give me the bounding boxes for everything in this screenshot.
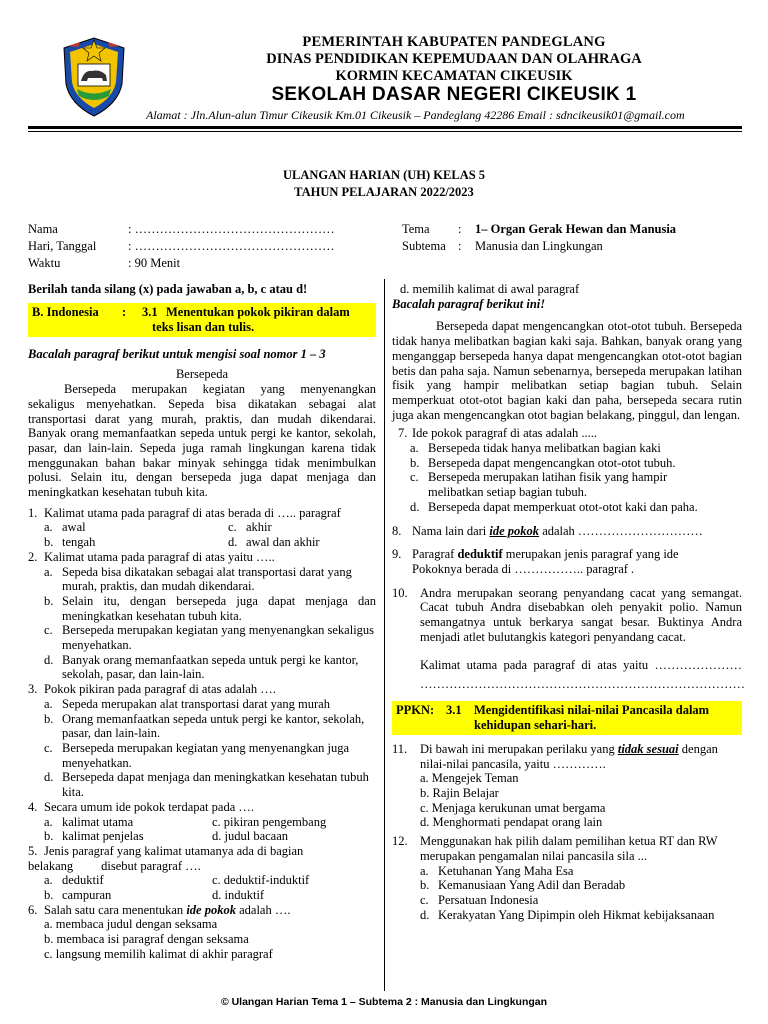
bindo-competency-box	[28, 303, 376, 337]
q6-text-pre: Salah satu cara menentukan	[44, 902, 184, 917]
q5-text-line2b: disebut paragraf ….	[101, 858, 201, 873]
q9-text-pre: Paragraf	[412, 547, 455, 562]
q6-option-a[interactable]: a. membaca judul dengan seksama	[44, 917, 218, 932]
ppkn-desc-line2: kehidupan sehari-hari.	[474, 717, 597, 732]
q4-text: Secara umum ide pokok terdapat pada ….	[44, 799, 254, 814]
q12-b-letter: b.	[420, 878, 430, 893]
q1-b-text: tengah	[62, 535, 96, 550]
q10-passage: Andra merupakan seorang penyandang cacat yang semangat. Cacat tubuh Andra disebabkan oleh penyakit polio. Namun semangatnya untuk berkarya sangat besar. Buktinya Andra menjadi atlet bulutangkis kategori penyandang cacat.	[420, 585, 742, 644]
q8-number: 8.	[392, 523, 402, 538]
q1-c-text: akhir	[246, 520, 272, 535]
q9-number: 9.	[392, 547, 402, 562]
q10-answer-line[interactable]: ……………………………………………………………………	[420, 677, 745, 692]
q3-option-b[interactable]	[44, 712, 376, 741]
question-12	[392, 834, 742, 922]
q1-option-c[interactable]	[228, 520, 376, 535]
q3-option-a[interactable]	[44, 697, 376, 712]
q6-text-emphasis: ide pokok	[186, 902, 236, 917]
q12-c-letter: c.	[420, 892, 429, 907]
q8-text-emphasis: ide pokok	[489, 523, 540, 538]
q7-c-letter: c.	[410, 470, 419, 485]
subtheme-label: Subtema	[402, 239, 446, 253]
q7-option-c[interactable]	[410, 470, 742, 499]
q11-option-d[interactable]: d. Menghormati pendapat orang lain	[420, 815, 603, 830]
question-7	[392, 426, 742, 514]
header-line-kormin: KORMIN KECAMATAN CIKEUSIK	[335, 68, 573, 84]
name-field[interactable]: : …………………………………………	[128, 222, 335, 236]
q7-c-text: Bersepeda merupakan latihan fisik yang hampir melibatkan setiap bagian tubuh.	[428, 470, 668, 500]
q3-d-letter: d.	[44, 770, 54, 785]
header-rule-thick	[28, 126, 742, 129]
bindo-colon: :	[122, 304, 127, 319]
q11-text-post: dengan nilai-nilai pancasila, yaitu ………….	[420, 741, 718, 771]
q5-number: 5.	[28, 843, 38, 858]
q3-a-text: Sepeda merupakan alat transportasi darat yang murah	[62, 696, 330, 711]
ppkn-colon: :	[430, 702, 435, 717]
ppkn-subject: PPKN	[396, 702, 431, 717]
q2-c-text: Bersepeda merupakan kegiatan yang menyenangkan sekaligus menyehatkan.	[62, 623, 375, 653]
q12-a-letter: a.	[420, 863, 429, 878]
q6-text-post: adalah ….	[239, 902, 291, 917]
q7-option-a[interactable]	[410, 441, 742, 456]
q4-b-letter: b.	[44, 829, 54, 844]
q3-b-text: Orang memanfaatkan sepeda untuk pergi ke kantor, sekolah, pasar, dan lain-lain.	[62, 711, 365, 741]
q10-number: 10.	[392, 585, 408, 600]
q2-b-text: Selain itu, dengan bersepeda juga dapat menjaga dan meningkatkan kesehatan tubuh kita.	[62, 593, 376, 623]
q4-option-d[interactable]: d. judul bacaan	[212, 829, 289, 844]
time-value: : 90 Menit	[128, 256, 181, 270]
question-1	[28, 506, 376, 550]
q5-option-d[interactable]: d. induktif	[212, 888, 265, 903]
q9-text-emphasis: deduktif	[457, 547, 503, 562]
q10-question: Kalimat utama pada paragraf di atas yaitu …………………	[420, 658, 742, 673]
q2-option-b[interactable]	[44, 594, 376, 623]
read-instruction-2: Bacalah paragraf berikut ini!	[392, 296, 546, 311]
left-column	[28, 282, 376, 962]
q4-option-c[interactable]: c. pikiran pengembang	[212, 814, 327, 829]
q12-d-letter: d.	[420, 907, 430, 922]
right-column	[392, 282, 745, 922]
q3-option-c[interactable]	[44, 741, 376, 770]
q5-b-text: campuran	[62, 888, 112, 903]
q12-option-a[interactable]	[420, 864, 742, 879]
q12-b-text: Kemanusiaan Yang Adil dan Beradab	[438, 878, 626, 893]
bindo-desc-line1: Menentukan pokok pikiran dalam	[166, 304, 350, 319]
q11-option-c[interactable]: c. Menjaga kerukunan umat bergama	[420, 800, 606, 815]
q12-c-text: Persatuan Indonesia	[438, 892, 539, 907]
q11-text-emphasis: tidak sesuai	[617, 741, 679, 756]
column-divider	[384, 279, 385, 991]
header-line-department: DINAS PENDIDIKAN KEPEMUDAAN DAN OLAHRAGA	[266, 51, 642, 67]
page-footer: © Ulangan Harian Tema 1 – Subtema 2 : Manusia dan Lingkungan	[220, 996, 548, 1008]
time-label: Waktu	[28, 256, 61, 270]
q11-number: 11.	[392, 741, 408, 756]
regency-logo-icon	[58, 34, 130, 118]
passage-2: Bersepeda dapat mengencangkan otot-otot tubuh. Bersepeda tidak hanya melibatkan bagian kaki saja. Bahkan, banyak orang yang menganggap bersepeda hanya dapat mengencangkan otot-otot bagian betis dan paha saja. Namun sebenarnya, bersepeda merupakan latihan fisik yang hampir melibatkan setiap bagian tubuh. Selain memperkuat otot-otot bagian kaki dan paha, bersepeda secara rutin juga akan mengencangkan otot bagian belakang, pinggul, dan lengan.	[392, 319, 742, 422]
passage-1: Bersepeda merupakan kegiatan yang menyenangkan sekaligus menyehatkan. Sepeda bisa dikatakan sebagai alat transportasi darat yang murah, praktis, dan mudah dikendarai. Banyak orang memanfaatkan sepeda untuk pergi ke kantor, sekolah, pasar, dan lain-lain. Sepeda juga ramah lingkungan karena tidak menggunakan bahan bakar minyak sehingga tidak menimbulkan polusi. Selain itu, dengan bersepeda juga dapat menjaga dan meningkatkan kesehatan tubuh kita.	[28, 382, 376, 500]
q5-a-text: deduktif	[62, 873, 104, 888]
theme-label: Tema	[402, 222, 430, 236]
q2-d-text: Banyak orang memanfaatkan sepeda untuk pergi ke kantor, sekolah, pasar, dan lain-lain.	[62, 652, 359, 682]
q2-c-letter: c.	[44, 623, 53, 638]
q6-option-c[interactable]: c. langsung memilih kalimat di akhir paragraf	[44, 946, 273, 961]
theme-value: 1– Organ Gerak Hewan dan Manusia	[475, 222, 677, 236]
q2-option-a[interactable]	[44, 565, 376, 594]
q12-option-c[interactable]	[420, 893, 742, 908]
q2-option-c[interactable]	[44, 623, 376, 652]
q6-option-d[interactable]: d. memilih kalimat di awal paragraf	[400, 282, 580, 296]
q7-d-text: Bersepeda dapat memperkuat otot-otot kaki dan paha.	[428, 499, 698, 514]
q1-number: 1.	[28, 505, 38, 520]
question-6	[28, 903, 376, 962]
q5-option-b[interactable]	[44, 888, 212, 903]
q3-option-d[interactable]	[44, 770, 376, 799]
q2-b-letter: b.	[44, 593, 54, 608]
q3-a-letter: a.	[44, 696, 53, 711]
q1-d-text: awal dan akhir	[246, 535, 320, 550]
q12-option-b[interactable]	[420, 878, 742, 893]
read-instruction-1: Bacalah paragraf berikut untuk mengisi soal nomor 1 – 3	[28, 346, 326, 361]
q11-text-pre: Di bawah ini merupakan perilaku yang	[420, 741, 615, 756]
q7-text: Ide pokok paragraf di atas adalah .....	[412, 426, 597, 441]
q5-text-line2a: belakang	[28, 858, 74, 873]
question-8	[392, 524, 742, 539]
q7-option-b[interactable]	[410, 456, 742, 471]
q12-number: 12.	[392, 834, 408, 849]
exam-year: TAHUN PELAJARAN 2022/2023	[294, 185, 474, 199]
q1-option-a[interactable]	[44, 520, 228, 535]
q7-a-letter: a.	[410, 441, 419, 456]
question-10	[392, 585, 745, 692]
q7-option-d[interactable]	[410, 500, 742, 515]
q2-d-letter: d.	[44, 652, 54, 667]
q2-text: Kalimat utama pada paragraf di atas yaitu …..	[44, 549, 275, 564]
question-4	[28, 800, 376, 844]
q12-text: Menggunakan hak pilih dalam pemilihan ketua RT dan RW merupakan pengamalan nilai pancasila sila ...	[420, 834, 718, 863]
q1-text: Kalimat utama pada paragraf di atas berada di ….. paragraf	[44, 505, 341, 520]
ppkn-desc-line1: Mengidentifikasi nilai-nilai Pancasila dalam	[474, 702, 710, 717]
q4-a-text: kalimat utama	[62, 814, 134, 829]
q5-text-line1: Jenis paragraf yang kalimat utamanya ada di bagian	[44, 843, 304, 858]
bindo-desc-line2: teks lisan dan tulis.	[152, 319, 255, 334]
question-9	[392, 547, 742, 576]
q4-a-letter: a.	[44, 814, 53, 829]
q4-b-text: kalimat penjelas	[62, 829, 144, 844]
q2-a-text: Sepeda bisa dikatakan sebagai alat transportasi darat yang murah, praktis, dan mudah dikendarai.	[62, 564, 352, 594]
date-label: Hari, Tanggal	[28, 239, 97, 253]
q12-d-text: Kerakyatan Yang Dipimpin oleh Hikmat kebijaksanaan	[438, 907, 715, 922]
question-5	[28, 844, 376, 903]
date-field[interactable]: : …………………………………………	[128, 239, 335, 253]
q12-option-d[interactable]	[420, 908, 742, 923]
q1-a-text: awal	[62, 520, 86, 535]
ppkn-competency-box	[392, 701, 742, 735]
q2-option-d[interactable]	[44, 653, 376, 682]
q7-a-text: Bersepeda tidak hanya melibatkan bagian kaki	[428, 441, 661, 456]
q7-number: 7.	[398, 426, 408, 441]
header-rule-thin	[28, 131, 742, 132]
q4-option-a[interactable]	[44, 815, 212, 830]
q3-c-text: Bersepeda merupakan kegiatan yang menyenangkan juga menyehatkan.	[62, 740, 350, 770]
q2-number: 2.	[28, 549, 38, 564]
q1-option-b[interactable]	[44, 535, 228, 550]
passage-title: Bersepeda	[175, 367, 229, 382]
q12-a-text: Ketuhanan Yang Maha Esa	[438, 863, 574, 878]
name-label: Nama	[28, 222, 58, 236]
ppkn-kd: 3.1	[446, 702, 462, 717]
q9-text-post[interactable]: merupakan jenis paragraf yang ide Pokoknya berada di …………….. paragraf .	[412, 547, 679, 576]
q5-option-c[interactable]: c. deduktif-induktif	[212, 873, 310, 888]
q2-a-letter: a.	[44, 564, 53, 579]
subtheme-colon: :	[458, 239, 462, 253]
q1-b-letter: b.	[44, 535, 54, 550]
q5-option-a[interactable]	[44, 873, 212, 888]
q1-a-letter: a.	[44, 520, 53, 535]
q4-number: 4.	[28, 799, 38, 814]
q3-number: 3.	[28, 682, 38, 697]
q1-c-letter: c.	[228, 520, 237, 535]
school-address: Alamat : Jln.Alun-alun Timur Cikeusik Km.01 Cikeusik – Pandeglang 42286 Email : sdncikeusik01@gmail.com	[146, 108, 685, 122]
subtheme-value: Manusia dan Lingkungan	[475, 239, 603, 253]
q3-c-letter: c.	[44, 740, 53, 755]
q8-answer-line[interactable]: adalah …………………………	[542, 523, 703, 538]
q1-option-d[interactable]	[228, 535, 376, 550]
q7-d-letter: d.	[410, 499, 420, 514]
q5-b-letter: b.	[44, 888, 54, 903]
instruction: Berilah tanda silang (x) pada jawaban a, b, c atau d!	[28, 282, 308, 296]
q7-b-letter: b.	[410, 455, 420, 470]
exam-title: ULANGAN HARIAN (UH) KELAS 5	[282, 168, 486, 182]
header-line-government: PEMERINTAH KABUPATEN PANDEGLANG	[302, 34, 606, 50]
question-3	[28, 682, 376, 800]
q3-b-letter: b.	[44, 711, 54, 726]
q4-option-b[interactable]	[44, 829, 212, 844]
q3-text: Pokok pikiran pada paragraf di atas adalah ….	[44, 682, 276, 697]
question-2	[28, 550, 376, 682]
q8-text-pre: Nama lain dari	[412, 523, 487, 538]
q7-b-text: Bersepeda dapat mengencangkan otot-otot tubuh.	[428, 455, 676, 470]
question-11	[392, 742, 742, 830]
q6-option-b[interactable]: b. membaca isi paragraf dengan seksama	[44, 932, 249, 947]
q6-number: 6.	[28, 902, 38, 917]
q5-a-letter: a.	[44, 873, 53, 888]
theme-colon: :	[458, 222, 462, 236]
q1-d-letter: d.	[228, 535, 238, 550]
q11-option-b[interactable]: b. Rajin Belajar	[420, 785, 499, 800]
school-name: SEKOLAH DASAR NEGERI CIKEUSIK 1	[271, 84, 637, 105]
q11-option-a[interactable]: a. Mengejek Teman	[420, 771, 519, 786]
bindo-subject: B. Indonesia	[32, 304, 99, 319]
bindo-kd: 3.1	[142, 304, 158, 319]
q3-d-text: Bersepeda dapat menjaga dan meningkatkan kesehatan tubuh kita.	[62, 770, 369, 800]
